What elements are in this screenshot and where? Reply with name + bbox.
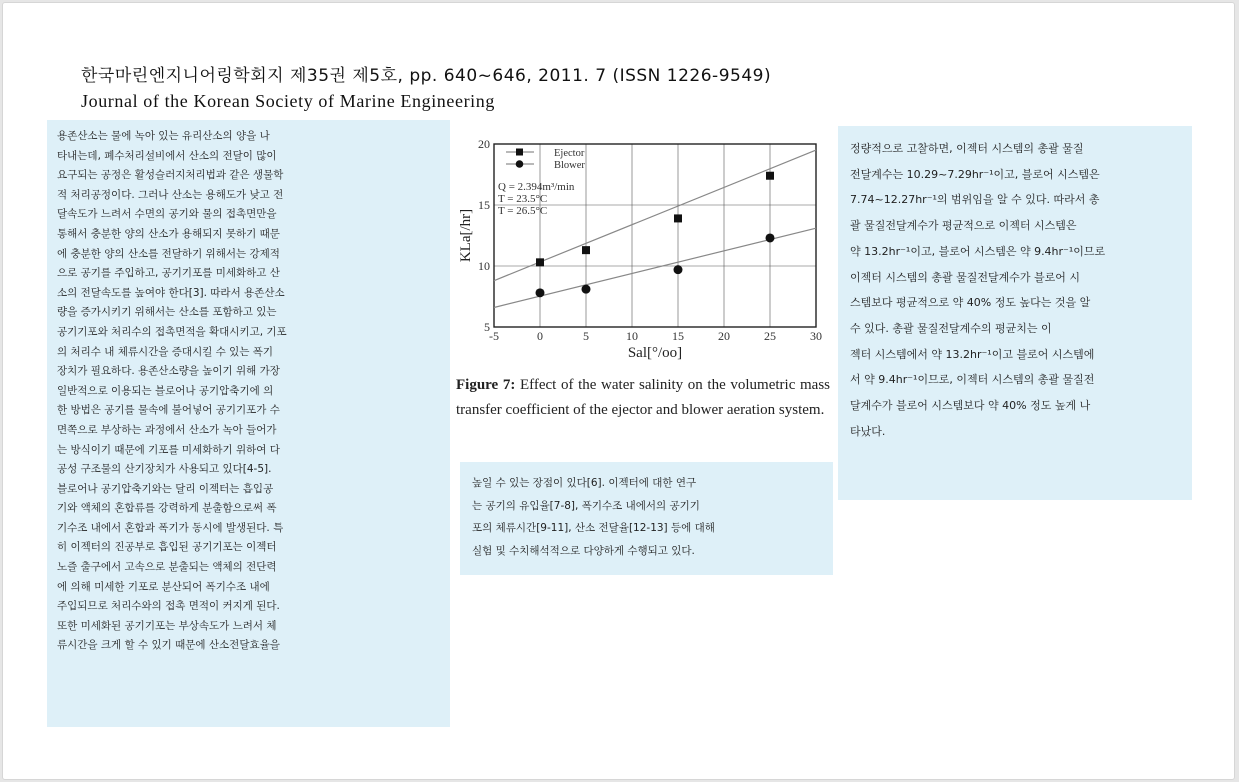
y-tick-label: 5 xyxy=(484,320,490,334)
figure-caption-label: Figure 7: xyxy=(456,377,516,393)
text-line: 서 약 9.4hr⁻¹이므로, 이젝터 시스템의 총괄 물질전 xyxy=(850,373,1095,387)
text-line: 공기기포와 처리수의 접촉면적을 확대시키고, 기포 xyxy=(57,325,287,338)
text-line: 량을 증가시키기 위해서는 산소를 포함하고 있는 xyxy=(57,306,277,319)
text-line: 에 충분한 양의 산소를 전달하기 위해서는 강제적 xyxy=(57,247,280,260)
data-point-blower xyxy=(536,288,545,297)
chart-svg xyxy=(454,132,834,372)
text-line: 적 처리공정이다. 그러나 산소는 용해도가 낮고 전 xyxy=(57,188,284,201)
text-line: 젝터 시스템에서 약 13.2hr⁻¹이고 블로어 시스템에 xyxy=(850,347,1095,361)
text-line: 스템보다 평균적으로 약 40% 정도 높다는 것을 알 xyxy=(850,296,1091,310)
text-line: 일반적으로 이용되는 블로어나 공기압축기에 의 xyxy=(57,384,274,397)
text-line: 소의 전달속도를 높여야 한다[3]. 따라서 용존산소 xyxy=(57,286,285,299)
x-tick-label: 10 xyxy=(626,329,638,343)
chart-annotation: T = 26.5°C xyxy=(498,205,548,217)
x-tick-label: 0 xyxy=(537,329,543,343)
x-tick-label: 20 xyxy=(718,329,730,343)
y-tick-label: 15 xyxy=(478,198,490,212)
text-line: 7.74~12.27hr⁻¹의 범위임을 알 수 있다. 따라서 총 xyxy=(850,193,1100,207)
legend-label: Blower xyxy=(554,160,585,171)
text-line: 류시간을 크게 할 수 있기 때문에 산소전달효율을 xyxy=(57,639,280,652)
journal-header-korean: 한국마린엔지니어링학회지 제35권 제5호, pp. 640~646, 2011. 7 (ISSN 1226-9549) xyxy=(81,66,772,86)
right-text-column xyxy=(838,126,1192,500)
text-line: 기수조 내에서 혼합과 폭기가 동시에 발생된다. 특 xyxy=(57,521,284,534)
legend-label: Ejector xyxy=(554,148,585,159)
text-line: 공성 구조물의 산기장치가 사용되고 있다[4-5]. xyxy=(57,463,272,476)
data-point-ejector xyxy=(536,258,544,266)
text-line: 에 의해 미세한 기포로 분산되어 폭기수조 내에 xyxy=(57,580,270,593)
text-line: 전달계수는 10.29~7.29hr⁻¹이고, 블로어 시스템은 xyxy=(850,167,1100,181)
text-line: 타났다. xyxy=(850,424,886,438)
text-line: 통해서 충분한 양의 산소가 용해되지 못하기 때문 xyxy=(57,227,280,240)
text-line: 이젝터 시스템의 총괄 물질전달계수가 블로어 시 xyxy=(850,270,1081,284)
chart-annotation: Q = 2.394m³/min xyxy=(498,181,575,193)
text-line: 으로 공기를 주입하고, 공기기포를 미세화하고 산 xyxy=(57,267,280,280)
x-tick-label: 25 xyxy=(764,329,776,343)
text-line: 용존산소는 물에 녹아 있는 유리산소의 양을 나 xyxy=(57,130,270,142)
text-line: 면쪽으로 부상하는 과정에서 산소가 녹아 들어가 xyxy=(57,423,277,436)
text-line: 괄 물질전달계수가 평균적으로 이젝터 시스템은 xyxy=(850,219,1077,233)
legend-marker-circle xyxy=(516,160,524,168)
text-line: 실험 및 수치해석적으로 다양하게 수행되고 있다. xyxy=(472,544,695,557)
text-line: 높일 수 있는 장점이 있다[6]. 이젝터에 대한 연구 xyxy=(472,477,697,489)
text-line: 노즐 출구에서 고속으로 분출되는 액체의 전단력 xyxy=(57,561,277,574)
data-point-ejector xyxy=(766,172,774,180)
text-line: 의 처리수 내 체류시간을 증대시킬 수 있는 폭기 xyxy=(57,345,274,358)
data-point-ejector xyxy=(674,214,682,222)
journal-header-english: Journal of the Korean Society of Marine Engineering xyxy=(81,91,495,111)
x-tick-label: 30 xyxy=(810,329,822,343)
data-point-blower xyxy=(766,233,775,242)
data-point-blower xyxy=(674,265,683,274)
text-line: 정량적으로 고찰하면, 이젝터 시스템의 총괄 물질 xyxy=(850,142,1084,155)
text-line: 블로어나 공기압축기와는 달리 이젝터는 흡입공 xyxy=(57,482,274,495)
figure-caption-text: Effect of the water salinity on the volumetric mass transfer coefficient of the ejector and blower aeration system. xyxy=(456,377,830,418)
x-tick-label: -5 xyxy=(489,329,499,343)
text-line: 포의 체류시간[9-11], 산소 전달율[12-13] 등에 대해 xyxy=(472,522,715,534)
y-axis-label: KLa[/hr] xyxy=(458,208,474,263)
y-tick-label: 10 xyxy=(478,259,490,273)
text-line: 달속도가 느려서 수면의 공기와 물의 접촉면만을 xyxy=(57,208,277,221)
text-line: 장치가 필요하다. 용존산소량을 높이기 위해 가장 xyxy=(57,365,280,378)
text-line: 약 13.2hr⁻¹이고, 블로어 시스템은 약 9.4hr⁻¹이므로 xyxy=(850,244,1106,258)
text-line: 는 공기의 유입율[7-8], 폭기수조 내에서의 공기기 xyxy=(472,499,700,512)
text-line: 기와 액체의 혼합류를 강력하게 분출함으로써 폭 xyxy=(57,502,277,515)
x-tick-label: 5 xyxy=(583,329,589,343)
figure-7-chart xyxy=(454,132,834,372)
data-point-blower xyxy=(582,285,591,294)
text-line: 타내는데, 폐수처리설비에서 산소의 전달이 많이 xyxy=(57,149,277,162)
y-tick-label: 20 xyxy=(478,137,490,151)
x-tick-label: 15 xyxy=(672,329,684,343)
left-text-column xyxy=(47,120,450,727)
figure-caption xyxy=(456,373,830,422)
text-line: 요구되는 공정은 활성슬러지처리법과 같은 생물학 xyxy=(57,169,284,182)
text-line: 한 방법은 공기를 물속에 불어넣어 공기기포가 수 xyxy=(57,404,280,417)
middle-text-column xyxy=(460,462,833,575)
legend-marker-square xyxy=(516,149,523,156)
text-line: 는 방식이기 때문에 기포를 미세화하기 위하여 다 xyxy=(57,443,280,456)
data-point-ejector xyxy=(582,246,590,254)
text-line: 달계수가 블로어 시스템보다 약 40% 정도 높게 나 xyxy=(850,399,1091,413)
text-line: 히 이젝터의 진공부로 흡입된 공기기포는 이젝터 xyxy=(57,541,277,554)
chart-annotation: T = 23.5°C xyxy=(498,193,548,205)
text-line: 주입되므로 처리수와의 접촉 면적이 커지게 된다. xyxy=(57,600,280,613)
x-axis-label: Sal[°/oo] xyxy=(627,345,683,361)
text-line: 또한 미세화된 공기기포는 부상속도가 느려서 체 xyxy=(57,619,277,632)
text-line: 수 있다. 총괄 물질전달계수의 평균치는 이 xyxy=(850,321,1052,335)
